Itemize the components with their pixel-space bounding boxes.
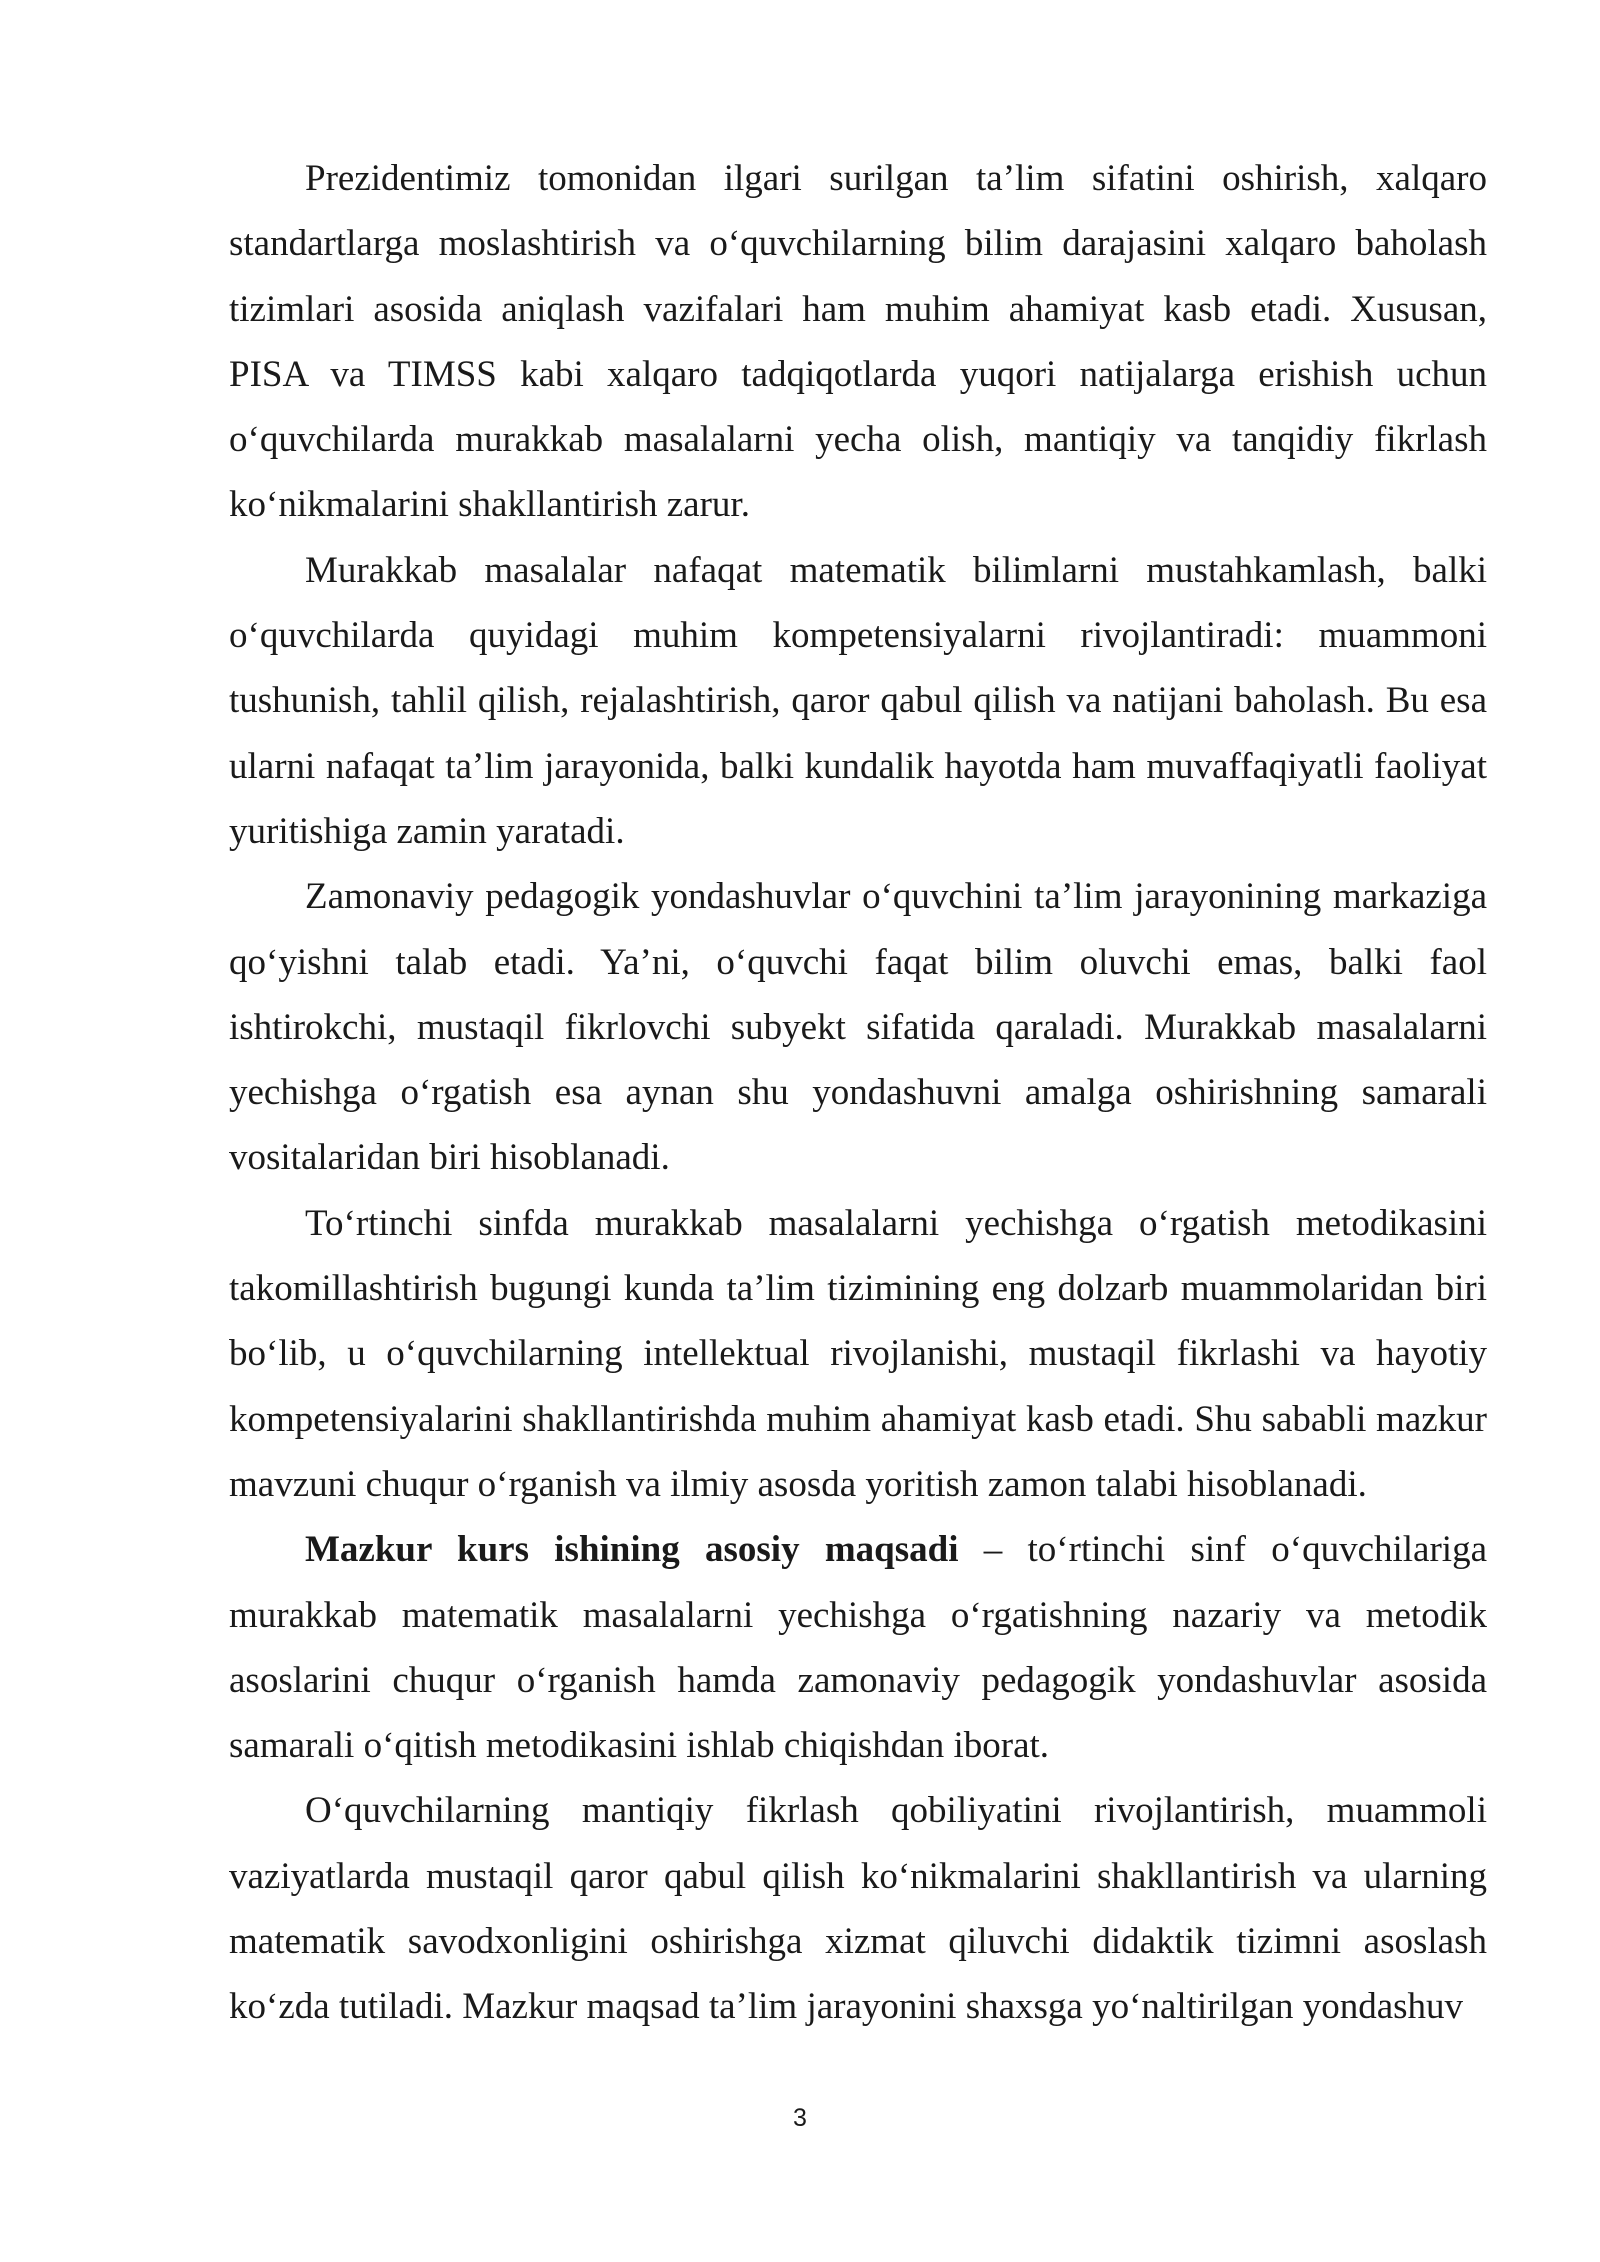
- body-text: [229, 146, 1487, 2040]
- page-number: 3: [793, 2104, 807, 2132]
- paragraph-1: [229, 146, 1487, 538]
- paragraph-5-text: – to‘rtinchi sinf o‘quvchilariga murakkab matematik masalalarni yechishga o‘rgatishning nazariy va metodik asoslarini chuqur o‘rganish hamda zamonaviy pedagogik yondashuvlar asosida samarali o‘qitish metodikasini ishlab chiqishdan iborat.: [229, 1529, 1487, 1767]
- paragraph-4-text: To‘rtinchi sinfda murakkab masalalarni yechishga o‘rgatish metodikasini takomillashtirish bugungi kunda ta’lim tizimining eng dolzarb muammolaridan biri bo‘lib, u o‘quvchilarning intellektual rivojlanishi, mustaqil fikrlashi va hayotiy kompetensiyalarini shakllantirishda muhim ahamiyat kasb etadi. Shu sababli mazkur mavzuni chuqur o‘rganish va ilmiy asosda yoritish zamon talabi hisoblanadi.: [229, 1202, 1487, 1505]
- paragraph-2: [229, 538, 1487, 864]
- paragraph-1-text: Prezidentimiz tomonidan ilgari surilgan ta’lim sifatini oshirish, xalqaro standartlarga moslashtirish va o‘quvchilarning bilim darajasini xalqaro baholash tizimlari asosida aniqlash vazifalari ham muhim ahamiyat kasb etadi. Xususan, PISA va TIMSS kabi xalqaro tadqiqotlarda yuqori natijalarga erishish uchun o‘quvchilarda murakkab masalalarni yecha olish, mantiqiy va tanqidiy fikrlash ko‘nikmalarini shakllantirish zarur.: [229, 158, 1487, 526]
- paragraph-6: [229, 1778, 1487, 2039]
- paragraph-5: [229, 1517, 1487, 1778]
- paragraph-3: [229, 864, 1487, 1190]
- paragraph-3-text: Zamonaviy pedagogik yondashuvlar o‘quvchini ta’lim jarayonining markaziga qo‘yishni talab etadi. Ya’ni, o‘quvchi faqat bilim oluvchi emas, balki faol ishtirokchi, mustaqil fikrlovchi subyekt sifatida qaraladi. Murakkab masalalarni yechishga o‘rgatish esa aynan shu yondashuvni amalga oshirishning samarali vositalaridan biri hisoblanadi.: [229, 876, 1487, 1179]
- paragraph-2-text: Murakkab masalalar nafaqat matematik bilimlarni mustahkamlash, balki o‘quvchilarda quyidagi muhim kompetensiyalarni rivojlantiradi: muammoni tushunish, tahlil qilish, rejalashtirish, qaror qabul qilish va natijani baholash. Bu esa ularni nafaqat ta’lim jarayonida, balki kundalik hayotda ham muvaffaqiyatli faoliyat yuritishiga zamin yaratadi.: [229, 549, 1487, 852]
- paragraph-6-text: O‘quvchilarning mantiqiy fikrlash qobiliyatini rivojlantirish, muammoli vaziyatlarda mustaqil qaror qabul qilish ko‘nikmalarini shakllantirish va ularning matematik savodxonligini oshirishga xizmat qiluvchi didaktik tizimni asoslash ko‘zda tutiladi. Mazkur maqsad ta’lim jarayonini shaxsga yo‘naltirilgan yondashuv: [229, 1790, 1487, 2028]
- paragraph-4: [229, 1191, 1487, 1517]
- paragraph-5-bold-lead: Mazkur kurs ishining asosiy maqsadi: [305, 1529, 959, 1571]
